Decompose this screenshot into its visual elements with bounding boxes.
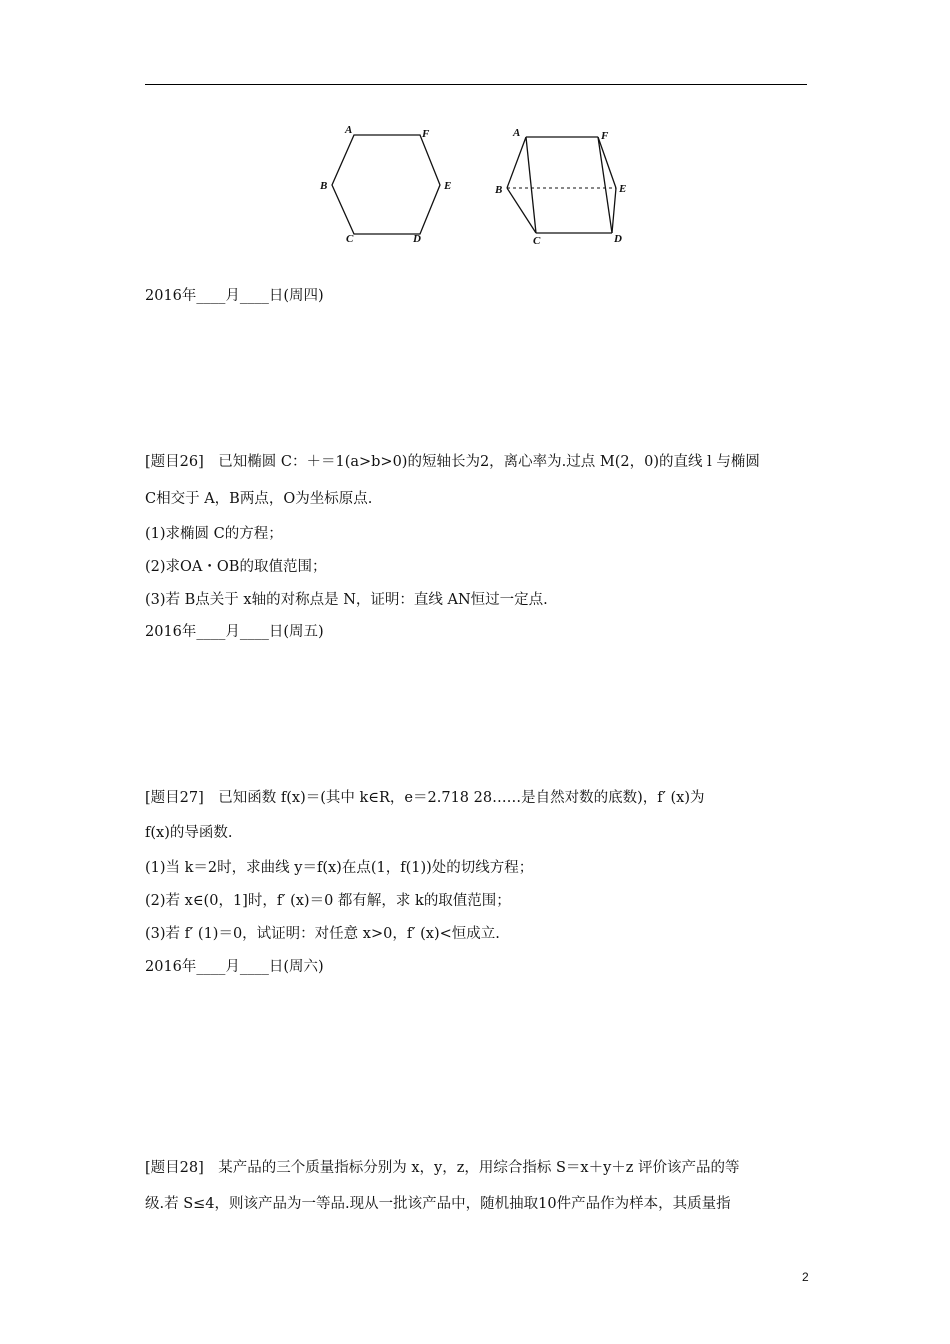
hex-label-d: D xyxy=(413,233,421,245)
solid-label-f: F xyxy=(601,130,609,142)
header-rule xyxy=(145,84,807,85)
solid-label-d: D xyxy=(614,233,622,245)
hexagon-shape xyxy=(332,135,440,234)
geometry-figure xyxy=(310,120,640,250)
page-number: 2 xyxy=(802,1270,809,1284)
problem26-question3: (3)若 B点关于 x轴的对称点是 N，证明：直线 AN恒过一定点. xyxy=(145,592,548,608)
problem26-statement-line2: C相交于 A，B两点，O为坐标原点. xyxy=(145,491,373,507)
solid-label-e: E xyxy=(619,183,627,195)
hex-label-a: A xyxy=(345,124,353,136)
hexagon-and-folded-solid-diagram xyxy=(310,120,640,250)
problem27-statement-line1: [题目27] 已知函数 f(x)＝(其中 k∈R，e＝2.718 28……是自然对数的底数)，f′ (x)为 xyxy=(145,790,705,806)
solid-label-b: B xyxy=(495,184,503,196)
problem27-question3: (3)若 f′ (1)＝0，试证明：对任意 x>0，f′ (x)<恒成立. xyxy=(145,926,500,942)
solid-label-c: C xyxy=(533,235,541,247)
problem28-statement-line1: [题目28] 某产品的三个质量指标分别为 x，y，z，用综合指标 S＝x＋y＋z 评价该产品的等 xyxy=(145,1160,740,1176)
hex-label-e: E xyxy=(444,180,452,192)
problem28-statement-line2: 级.若 S≤4，则该产品为一等品.现从一批该产品中，随机抽取10件产品作为样本，其质量指 xyxy=(145,1196,731,1212)
date-line-thursday: 2016年____月____日(周四) xyxy=(145,288,324,304)
hex-label-b: B xyxy=(320,180,328,192)
problem26-statement-line1: [题目26] 已知椭圆 C：＋＝1(a>b>0)的短轴长为2，离心率为.过点 M(2，0)的直线 l 与椭圆 xyxy=(145,454,760,470)
hex-label-c: C xyxy=(346,233,354,245)
problem27-question2: (2)若 x∈(0，1]时，f′ (x)＝0 都有解，求 k的取值范围； xyxy=(145,893,511,909)
solid-label-a: A xyxy=(513,127,521,139)
problem27-statement-line2: f(x)的导函数. xyxy=(145,825,233,841)
hex-label-f: F xyxy=(422,128,430,140)
folded-solid-shape xyxy=(507,137,616,233)
date-line-friday: 2016年____月____日(周五) xyxy=(145,624,324,640)
date-line-saturday: 2016年____月____日(周六) xyxy=(145,959,324,975)
problem26-question2: (2)求OA・OB的取值范围； xyxy=(145,559,327,575)
problem27-question1: (1)当 k＝2时，求曲线 y＝f(x)在点(1，f(1))处的切线方程； xyxy=(145,860,534,876)
problem26-question1: (1)求椭圆 C的方程； xyxy=(145,526,283,542)
